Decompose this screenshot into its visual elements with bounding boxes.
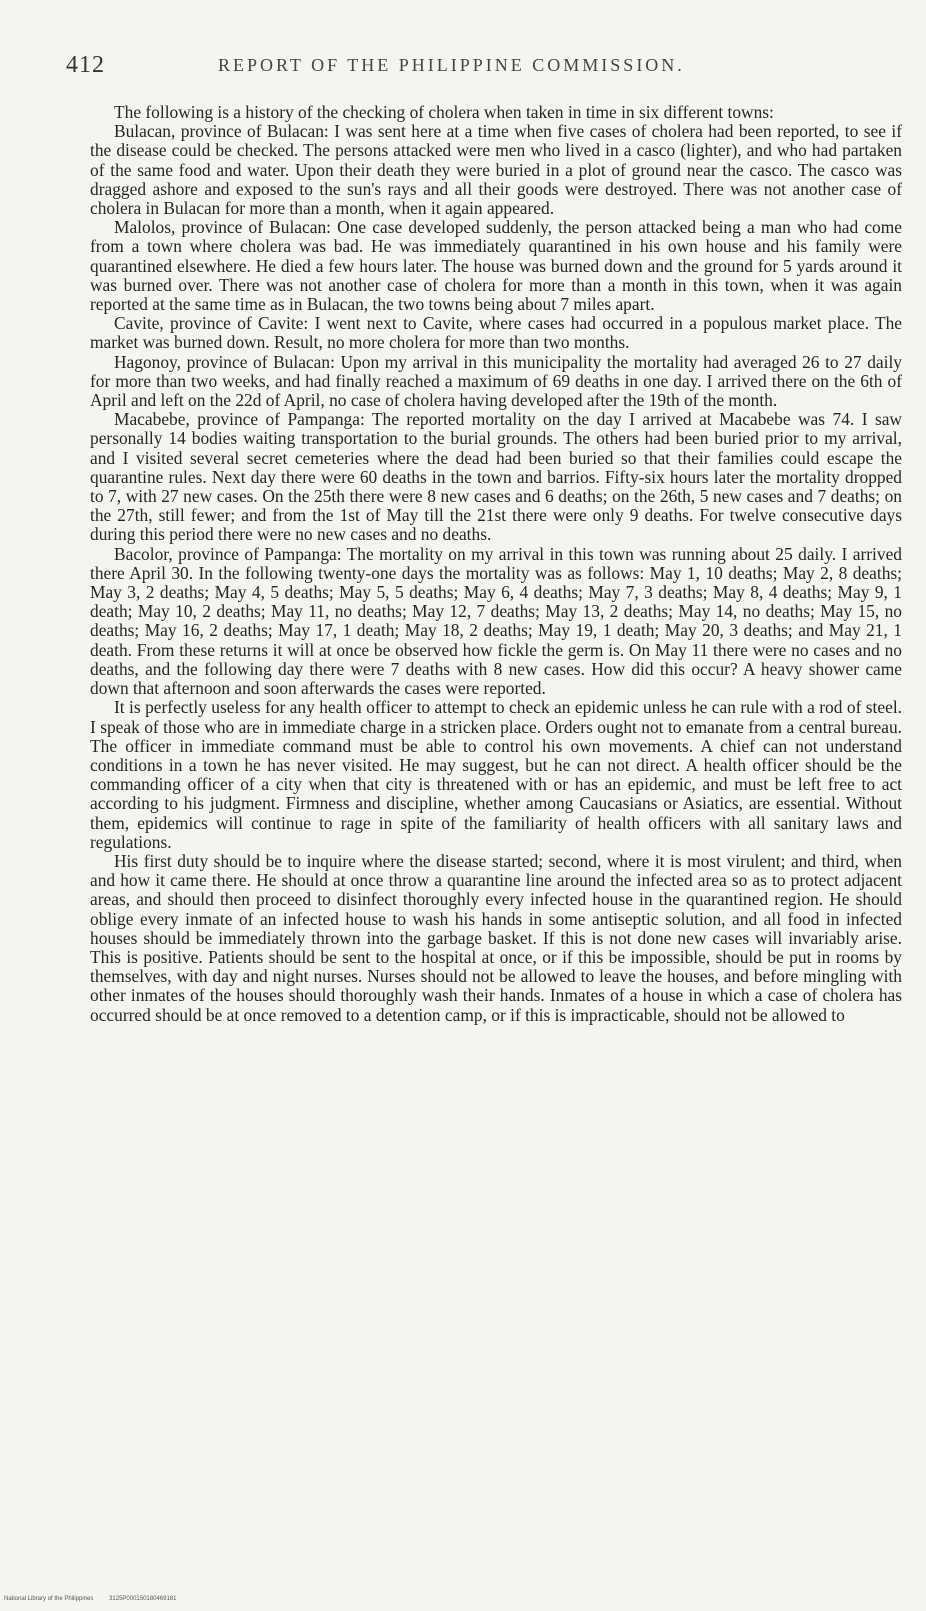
paragraph-cavite: Cavite, province of Cavite: I went next to Cavite, where cases had occurred in a populous market place. The market was burned down. Result, no more cholera for more than two months. <box>90 313 902 353</box>
scan-footer <box>4 1596 190 1602</box>
footer-library: National Library of the Philippines <box>4 1596 94 1602</box>
paragraph-health-officer: It is perfectly useless for any health officer to attempt to check an epidemic unless he can rule with a rod of steel. I speak of those who are in immediate charge in a stricken place. Orders ought not to emanate from a central bureau. The officer in immediate command must be able to control his own movements. A chief can not understand conditions in a town he has never visited. He may suggest, but he can not direct. A health officer should be the commanding officer of a city when that city is threatened with or has an epidemic, and must be left free to act according to his judgment. Firmness and discipline, whether among Caucasians or Asiatics, are essential. Without them, epidemics will continue to rage in spite of the familiarity of health officers with all sanitary laws and regulations. <box>90 697 902 852</box>
body-text <box>90 103 902 1025</box>
paragraph-bulacan: Bulacan, province of Bulacan: I was sent here at a time when five cases of cholera had been reported, to see if the disease could be checked. The persons attacked were men who lived in a casco (lighter), and who had partaken of the same food and water. Upon their death they were buried in a plot of ground near the casco. The casco was dragged ashore and exposed to the sun's rays and all their goods were destroyed. There was not another case of cholera in Bulacan for more than a month, when it again appeared. <box>90 121 902 219</box>
footer-barcode: 3125P000150180469181 <box>109 1596 177 1602</box>
page-header <box>66 52 906 82</box>
paragraph-intro: The following is a history of the checking of cholera when taken in time in six different towns: <box>114 102 774 122</box>
page-number: 412 <box>66 52 105 78</box>
paragraph-malolos: Malolos, province of Bulacan: One case developed suddenly, the person attacked being a man who had come from a town where cholera was bad. He was immediately quarantined in his own house and his family were quarantined elsewhere. He died a few hours later. The house was burned down and the ground for 5 yards around it was burned over. There was not another case of cholera for more than a month in this town, when it was again reported at the same time as in Bulacan, the two towns being about 7 miles apart. <box>90 217 902 315</box>
paragraph-first-duty: His first duty should be to inquire where the disease started; second, where it is most virulent; and third, when and how it came there. He should at once throw a quarantine line around the infected area so as to protect adjacent areas, and should then proceed to disinfect thoroughly every infected house in the quarantined region. He should oblige every inmate of an infected house to wash his hands in some antiseptic solution, and all food in infected houses should be immediately thrown into the garbage basket. If this is not done new cases will invariably arise. This is positive. Patients should be sent to the hospital at once, or if this be impossible, should be put in rooms by themselves, with day and night nurses. Nurses should not be allowed to leave the houses, and before mingling with other inmates of the houses should thoroughly wash their hands. Inmates of a house in which a case of cholera has occurred should be at once removed to a detention camp, or if this is impracticable, should not be allowed to <box>90 850 902 1025</box>
paragraph-hagonoy: Hagonoy, province of Bulacan: Upon my arrival in this municipality the mortality had averaged 26 to 27 daily for more than two weeks, and had finally reached a maximum of 69 deaths in one day. I arrived there on the 6th of April and left on the 22d of April, no case of cholera having developed after the 19th of the month. <box>90 351 902 411</box>
paragraph-macabebe: Macabebe, province of Pampanga: The reported mortality on the day I arrived at Macabebe was 74. I saw personally 14 bodies waiting transportation to the burial grounds. The others had been buried prior to my arrival, and I visited several secret cemeteries where the dead had been buried so that their families could escape the quarantine rules. Next day there were 60 deaths in the town and barrios. Fifty-six hours later the mortality dropped to 7, with 27 new cases. On the 25th there were 8 new cases and 6 deaths; on the 26th, 5 new cases and 7 deaths; on the 27th, still fewer; and from the 1st of May till the 21st there were only 9 deaths. For twelve consecutive days during this period there were no new cases and no deaths. <box>90 409 902 545</box>
paragraph-bacolor: Bacolor, province of Pampanga: The mortality on my arrival in this town was running about 25 daily. I arrived there April 30. In the following twenty-one days the mortality was as follows: May 1, 10 deaths; May 2, 8 deaths; May 3, 2 deaths; May 4, 5 deaths; May 5, 5 deaths; May 6, 4 deaths; May 7, 3 deaths; May 8, 4 deaths; May 9, 1 death; May 10, 2 deaths; May 11, no deaths; May 12, 7 deaths; May 13, 2 deaths; May 14, no deaths; May 15, no deaths; May 16, 2 deaths; May 17, 1 death; May 18, 2 deaths; May 19, 1 death; May 20, 3 deaths; and May 21, 1 death. From these returns it will at once be observed how fickle the germ is. On May 11 there were no cases and no deaths, and the following day there were 7 deaths with 8 new cases. How did this occur? A heavy shower came down that afternoon and soon afterwards the cases were reported. <box>90 543 902 699</box>
running-head: REPORT OF THE PHILIPPINE COMMISSION. <box>218 55 685 75</box>
